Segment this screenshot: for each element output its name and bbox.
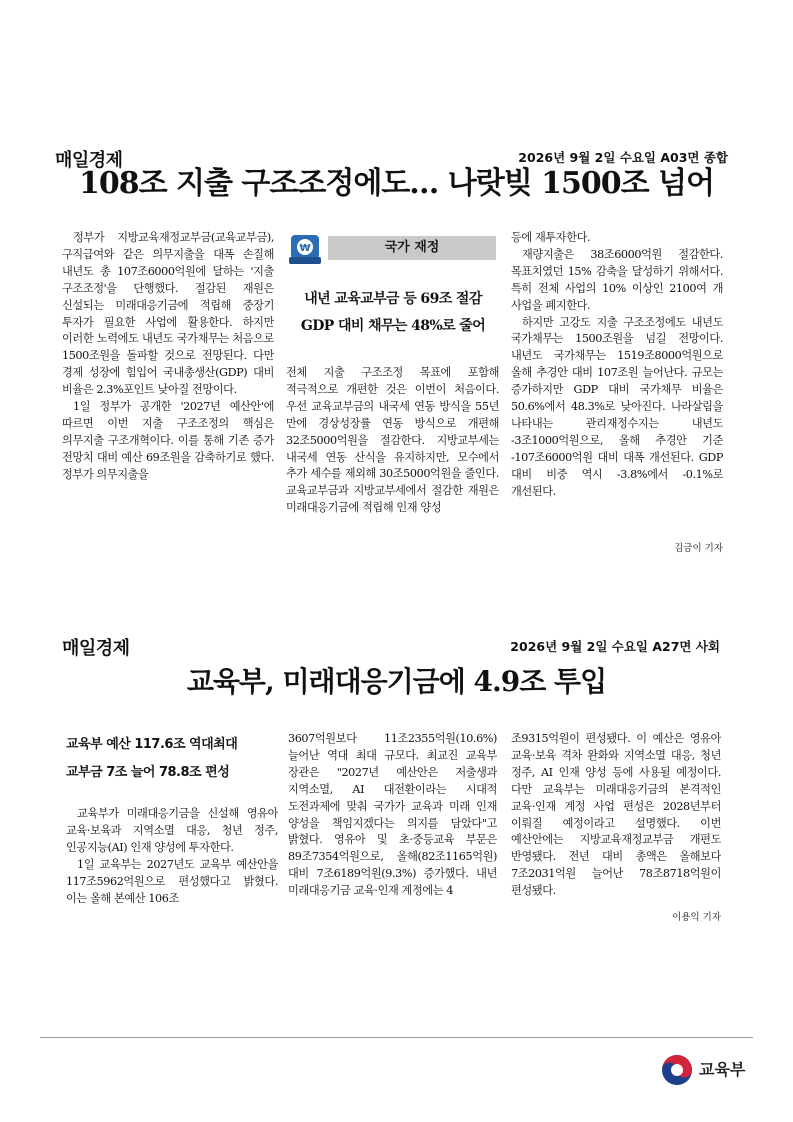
- subhead: 교부금 7조 늘어 78.8조 편성: [66, 765, 230, 780]
- ministry-emblem-icon: [660, 1053, 694, 1087]
- masthead: 매일경제: [55, 150, 123, 171]
- dateline: 2026년 9월 2일 수요일 A27면 사회: [510, 639, 720, 654]
- article-column: [288, 731, 497, 927]
- article-column: [511, 731, 721, 927]
- headline: 108조 지출 구조조정에도… 나랏빚 1500조 넘어: [78, 166, 715, 201]
- svg-text:₩: ₩: [299, 243, 311, 254]
- money-icon: [288, 232, 322, 266]
- paragraph: 하지만 고강도 지출 구조조정에도 내년도 국가채무는 1500조원을 넘길 전망이다. 내년도 국가채무는 1519조8000억원으로 올해 추경안 대비 107조원 늘어난다. 규모는 증가하지만 GDP 대비 국가채무 비율은 50.6%에서 48.3%로 낮아진다. 나라살림을 나타내는 관리재정수지는 내년도 -3조1000억원으로, 올해 추경안 기준 -107조6000억원 대비 대폭 개선된다. GDP 대비 비중 역시 -3.8%에서 -0.1%로 개선된다.: [511, 315, 723, 498]
- paragraph: 3607억원보다 11조2355억원(10.6%) 늘어난 역대 최대 규모다. 최교진 교육부 장관은 "2027년 예산안은 저출생과 지역소멸, AI 대전환이라는 시대적 도전과제에 맞춰 국가가 교육과 미래 인재 양성을 책임지겠다는 의지를 담았다"고 밝혔다. 영유아 및 초·중등교육 부문은 89조7354억원으로, 올해(82조1165억원) 대비 7조6189억원(9.3%) 증가했다. 내년 미래대응기금 교육·인재 계정에는 4: [288, 732, 497, 898]
- section-label: 국가 재정: [328, 236, 496, 260]
- paragraph: 교육부가 미래대응기금을 신설해 영유아 교육·보육과 지역소멸 대응, 청년 정주, 인공지능(AI) 인재 양성에 투자한다.: [66, 807, 278, 854]
- subhead: GDP 대비 채무는 48%로 줄어: [300, 318, 486, 334]
- masthead: 매일경제: [62, 638, 130, 659]
- paragraph: 등에 재투자한다.: [511, 231, 591, 244]
- paragraph: 1일 정부가 공개한 '2027년 예산안'에 따르면 이번 지출 구조조정의 핵심은 의무지출 구조개혁이다. 이를 통해 기존 증가 전망치 대비 예산 69조원을 감축하기로 했다. 정부가 의무지출을: [62, 400, 274, 481]
- headline: 교육부, 미래대응기금에 4.9조 투입: [186, 665, 607, 698]
- subhead: 교육부 예산 117.6조 역대최대: [66, 737, 238, 752]
- paragraph: 1일 교육부는 2027년도 교육부 예산안을 117조5962억원으로 편성했다고 밝혔다. 이는 올해 본예산 106조: [66, 857, 278, 905]
- paragraph: 조9315억원이 편성됐다. 이 예산은 영유아 교육·보육 격차 완화와 지역소멸 대응, 청년 정주, AI 인재 양성 등에 사용될 예정이다. 다만 교육부는 미래대응기금의 본격적인 교육·인재 계정 사업 편성은 2028년부터 이뤄질 예정이라고 설명했다. 이번 예산안에는 지방교육재정교부금 개편도 반영됐다. 전년 대비 총액은 올해보다 7조2031억원 늘어난 78조8718억원이 편성됐다.: [511, 732, 721, 898]
- paragraph: 재량지출은 38조6000억원 절감한다. 목표치였던 15% 감축을 달성하기 위해서다. 특히 전체 사업의 10% 이상인 2100여 개 사업을 폐지한다.: [511, 247, 723, 312]
- paragraph: 전체 지출 구조조정 목표에 포함해 적극적으로 개편한 것은 이번이 처음이다. 우선 교육교부금의 내국세 연동 방식을 55년 만에 경상성장률 연동 방식으로 개편해 32조5000억원을 절감한다. 지방교부세는 내국세 연동 산식을 유지하지만, 모수에서 추가 세수를 제외해 30조5000억원을 줄인다. 교육교부금과 지방교부세에서 절감한 재원은 미래대응기금에 적립해 인재 양성: [286, 366, 499, 515]
- paragraph: 정부가 지방교육재정교부금(교육교부금), 구직급여와 같은 의무지출을 대폭 손질해 내년도 총 107조6000억원에 달하는 '지출 구조조정'을 단행했다. 절감된 재원은 신설되는 미래대응기금에 적립해 중장기 투자가 필요한 사업에 활용한다. 하지만 이러한 노력에도 내년도 국가채무는 처음으로 1500조원을 돌파할 것으로 전망된다. 다만 경제 성장에 힘입어 국내총생산(GDP) 대비 비율은 2.3%포인트 낮아질 전망이다.: [62, 231, 274, 397]
- footer-divider: [40, 1037, 753, 1038]
- byline: 이용익 기자: [630, 910, 721, 926]
- article-column: [511, 230, 723, 560]
- subhead: 내년 교육교부금 등 69조 절감: [304, 291, 482, 307]
- section-box: [286, 228, 501, 274]
- article-column: [66, 806, 278, 926]
- article-column: [62, 230, 274, 560]
- article-column: [286, 365, 499, 560]
- dateline: 2026년 9월 2일 수요일 A03면 종합: [518, 150, 728, 165]
- ministry-logo-text: 교육부: [699, 1060, 746, 1079]
- byline: 김금이 기자: [640, 541, 723, 557]
